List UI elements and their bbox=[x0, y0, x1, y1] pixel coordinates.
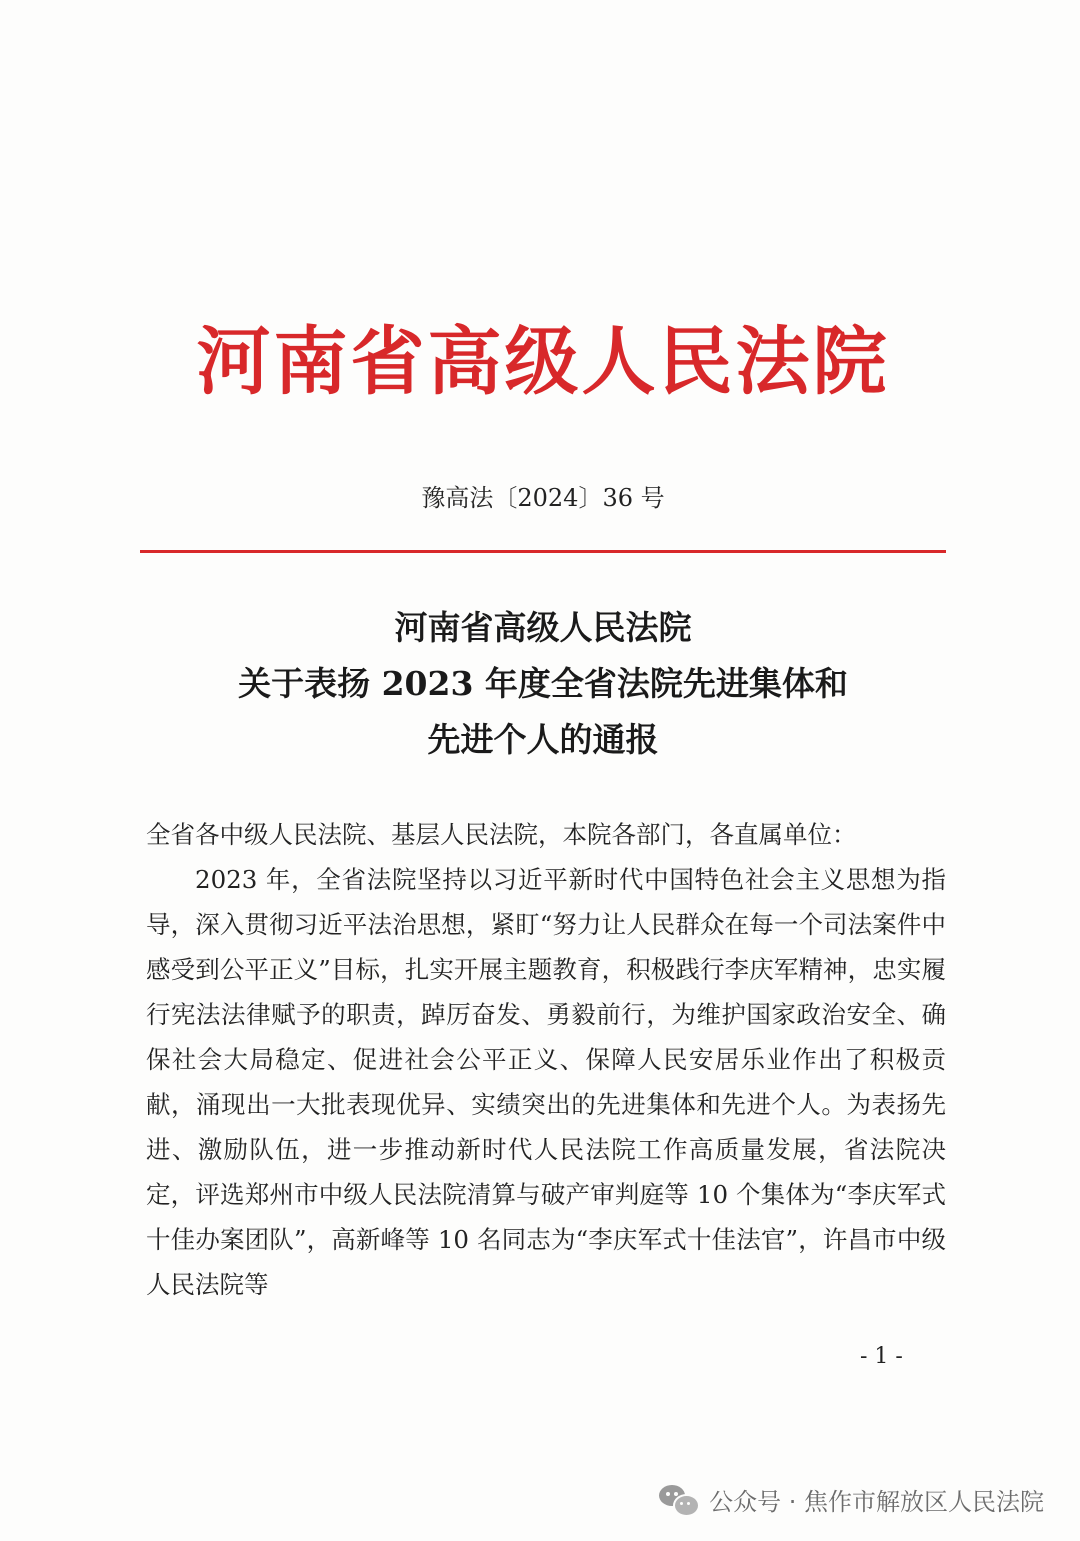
notice-title-line-3: 先进个人的通报 bbox=[427, 720, 659, 759]
body-paragraph: 2023 年，全省法院坚持以习近平新时代中国特色社会主义思想为指导，深入贯彻习近平法治思想，紧盯“努力让人民群众在每一个司法案件中感受到公平正义”目标，扎实开展主题教育，积极践行李庆军精神，忠实履行宪法法律赋予的职责，踔厉奋发、勇毅前行，为维护国家政治安全、确保社会大局稳定、促进社会公平正义、保障人民安居乐业作出了积极贡献，涌现出一大批表现优异、实绩突出的先进集体和先进个人。为表扬先进、激励队伍，进一步推动新时代人民法院工作高质量发展，省法院决定，评选郑州市中级人民法院清算与破产审判庭等 10 个集体为“李庆军式十佳办案团队”，高新峰等 10 名同志为“李庆军式十佳法官”，许昌市中级人民法院等 bbox=[146, 865, 946, 1299]
document-number: 豫高法〔2024〕36 号 bbox=[421, 484, 665, 512]
page-number: - 1 - bbox=[860, 1344, 903, 1369]
notice-title bbox=[140, 600, 946, 768]
salutation: 全省各中级人民法院、基层人民法院，本院各部门，各直属单位： bbox=[146, 820, 857, 849]
wechat-watermark bbox=[659, 1479, 1044, 1519]
institution-header-title: 河南省高级人民法院 bbox=[196, 319, 890, 405]
wechat-icon bbox=[659, 1483, 699, 1515]
notice-body bbox=[146, 812, 946, 1307]
red-divider-line bbox=[140, 550, 946, 553]
notice-title-line-2: 关于表扬 2023 年度全省法院先进集体和 bbox=[238, 664, 848, 703]
notice-title-line-1: 河南省高级人民法院 bbox=[394, 608, 692, 647]
watermark-text: 公众号 · 焦作市解放区人民法院 bbox=[709, 1487, 1044, 1516]
